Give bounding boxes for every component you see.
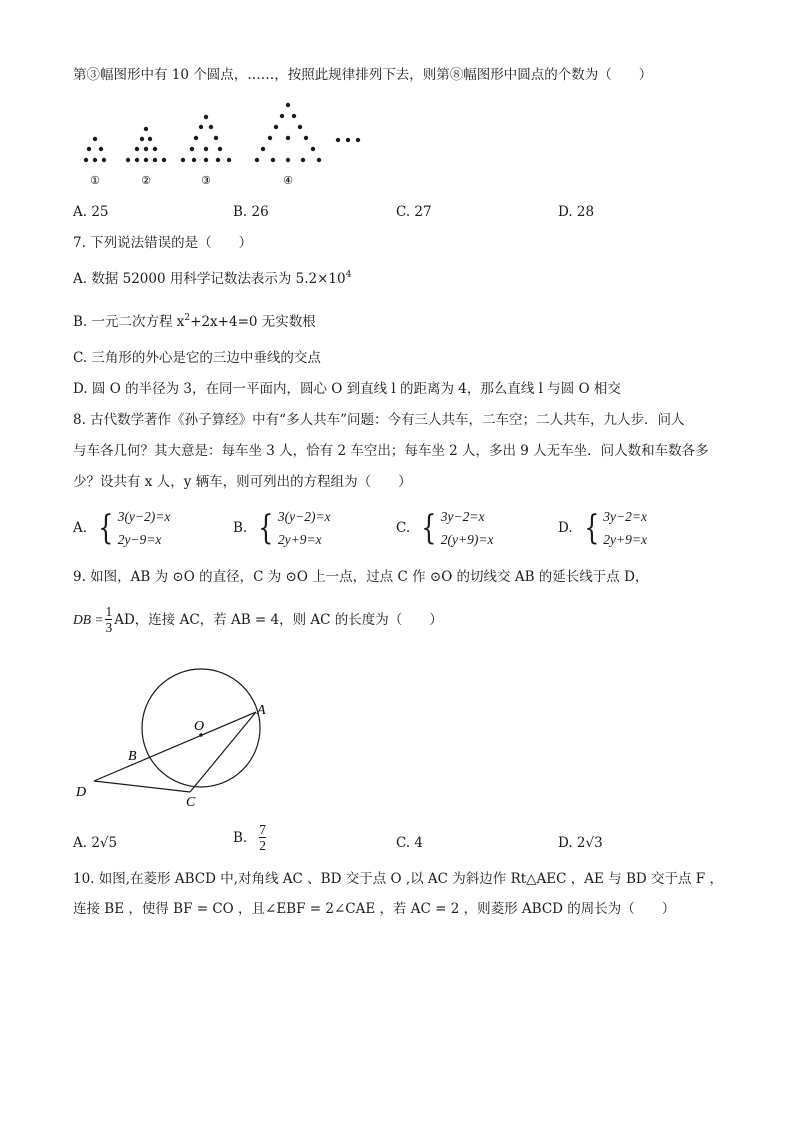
q8-line-1: 8. 古代数学著作《孙子算经》中有“多人共车”问题：今有三人共车，二车空；二人共车，九人步．问人	[73, 412, 685, 428]
q8-option-d-label: D.	[558, 520, 573, 536]
q10-line-2: 连接 BE ，使得 BF = CO ，且∠EBF = 2∠CAE ，若 AC = 2 ，则菱形 ABCD 的周长为（ ）	[73, 901, 676, 917]
q6-option-d: D. 28	[558, 204, 595, 220]
q10-line-1: 10. 如图,在菱形 ABCD 中,对角线 AC 、BD 交于点 O ,以 AC 为斜边作 Rt△AEC ，AE 与 BD 交于点 F ，	[73, 871, 723, 887]
q8-option-b-eq2: 2y+9=x	[277, 532, 322, 547]
q7-option-a	[73, 270, 351, 288]
q9-line-2-pre: DB =	[73, 611, 104, 627]
q8-option-d: D. { 3y−2=x 2y+9=x	[558, 505, 647, 551]
q7-option-b-exponent: 2	[184, 313, 191, 323]
label-c: C	[186, 795, 196, 810]
q7-option-b	[73, 313, 316, 331]
q8-option-b: B. { 3(y−2)=x 2y+9=x	[233, 505, 331, 551]
q8-option-a-eq2: 2y−9=x	[117, 532, 162, 547]
figure-label-1: ①	[90, 175, 100, 187]
q8-option-b-label: B.	[233, 520, 248, 536]
q9-fraction-den: 3	[105, 620, 113, 635]
q6-option-c: C. 27	[396, 204, 432, 220]
q8-option-c-eq2: 2(y+9)=x	[440, 532, 494, 547]
q7-option-a-exponent: 4	[345, 270, 352, 280]
q6-option-b: B. 26	[233, 204, 269, 220]
q6-stem: 第③幅图形中有 10 个圆点，……，按照此规律排列下去，则第⑧幅图形中圆点的个数为（ ）	[73, 67, 653, 83]
q8-line-2: 与车各几何？其大意是：每车坐 3 人，恰有 2 车空出；每车坐 2 人，多出 9 人无车坐．问人数和车数各多	[73, 443, 709, 459]
line-da	[94, 712, 256, 781]
q8-option-c: C. { 3y−2=x 2(y+9)=x	[396, 505, 493, 551]
q8-option-c-eq1: 3y−2=x	[440, 509, 485, 524]
label-a: A	[257, 703, 266, 718]
q9-fraction-num: 1	[105, 604, 113, 619]
q9-option-c: C. 4	[396, 835, 424, 851]
q9-option-b-fraction	[259, 822, 266, 853]
line-dc	[94, 781, 190, 792]
q9-line-2	[73, 604, 443, 635]
q8-option-a: A. { 3(y−2)=x 2y−9=x	[73, 505, 170, 551]
q8-option-a-label: A.	[73, 520, 88, 536]
q9-fraction	[105, 604, 112, 635]
figure-label-4: ④	[283, 175, 293, 187]
circle-tangent-figure	[70, 668, 300, 818]
q8-option-a-eq1: 3(y−2)=x	[117, 509, 171, 524]
q9-line-1: 9. 如图，AB 为 ⊙O 的直径，C 为 ⊙O 上一点，过点 C 作 ⊙O 的切线交 AB 的延长线于点 D，	[73, 569, 649, 585]
dot-pattern-figure	[75, 96, 405, 191]
q9-line-2-post: AD，连接 AC，若 AB = 4，则 AC 的长度为（ ）	[114, 611, 443, 628]
label-b: B	[128, 749, 137, 764]
q9-option-b-den: 2	[259, 838, 266, 853]
figure-label-2: ②	[141, 175, 151, 187]
q7-option-a-text: A. 数据 52000 用科学记数法表示为 5.2×10	[73, 271, 346, 287]
label-d: D	[76, 785, 87, 800]
figure-label-3: ③	[201, 175, 211, 187]
label-o: O	[194, 719, 205, 734]
q7-option-d: D. 圆 O 的半径为 3，在同一平面内，圆心 O 到直线 l 的距离为 4，那么直线 l 与圆 O 相交	[73, 381, 621, 397]
q8-line-3: 少？设共有 x 人，y 辆车，则可列出的方程组为（ ）	[73, 474, 412, 490]
q7-option-b-pre: B. 一元二次方程 x	[73, 314, 185, 330]
q6-option-a: A. 25	[73, 204, 109, 220]
q8-option-d-eq2: 2y+9=x	[603, 532, 647, 547]
q9-option-b	[233, 822, 268, 853]
q7-option-b-post: +2x+4=0 无实数根	[190, 314, 316, 330]
q7-option-c: C. 三角形的外心是它的三边中垂线的交点	[73, 350, 321, 366]
q9-option-d: D. 2√3	[558, 835, 603, 851]
q8-option-c-label: C.	[396, 520, 411, 536]
q9-option-a: A. 2√5	[73, 835, 118, 851]
q7-stem: 7. 下列说法错误的是（ ）	[73, 235, 253, 251]
q8-option-d-eq1: 3y−2=x	[603, 509, 647, 524]
q9-option-b-num: 7	[259, 822, 266, 837]
q8-option-b-eq1: 3(y−2)=x	[277, 509, 331, 524]
q9-option-b-label: B.	[233, 829, 248, 846]
